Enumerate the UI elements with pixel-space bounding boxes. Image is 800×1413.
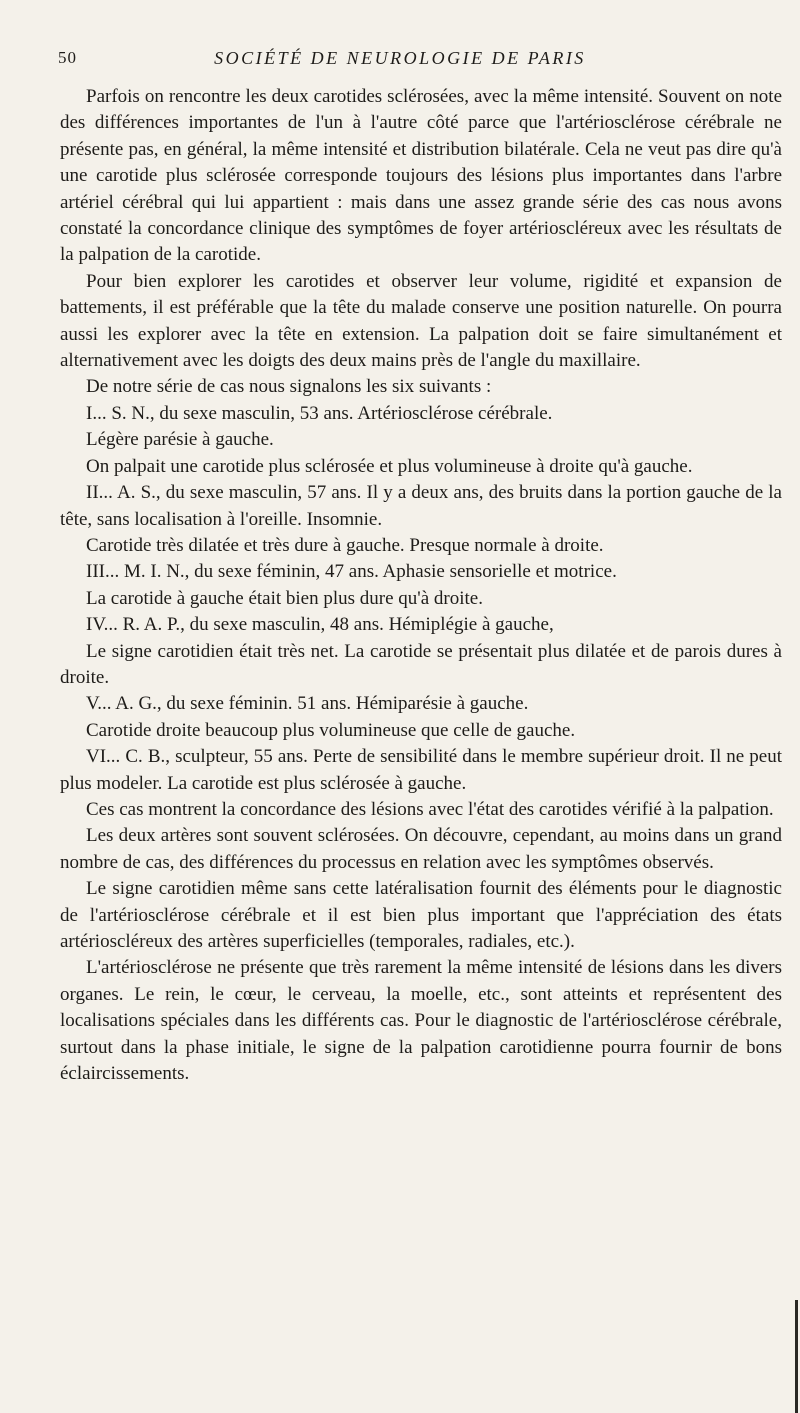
case-paragraph: I... S. N., du sexe masculin, 53 ans. Artériosclérose cérébrale.	[86, 402, 553, 424]
paragraph: L'artériosclérose ne présente que très rarement la même intensité de lésions dans les divers organes. Le rein, le cœur, le cerveau, la moelle, etc., sont atteints et représentent des localisations spéciales dans les différents cas. Pour le diagnostic de l'artériosclérose cérébrale, surtout dans la phase initiale, le signe de la palpation carotidienne pourra fournir de bons éclaircissements.	[60, 957, 782, 1085]
paragraph: Les deux artères sont souvent sclérosées. On découvre, cependant, au moins dans un grand nombre de cas, des différences du processus en relation avec les symptômes observés.	[60, 825, 782, 873]
paragraph: La carotide à gauche était bien plus dure qu'à droite.	[86, 587, 483, 609]
case-paragraph: III... M. I. N., du sexe féminin, 47 ans. Aphasie sensorielle et motrice.	[86, 561, 617, 583]
paragraph: Le signe carotidien était très net. La carotide se présentait plus dilatée et de parois dures à droite.	[60, 640, 782, 688]
paragraph: Légère parésie à gauche.	[86, 429, 274, 451]
case-paragraph: II... A. S., du sexe masculin, 57 ans. Il y a deux ans, des bruits dans la portion gauche de la tête, sans localisation à l'oreille. Insomnie.	[60, 482, 782, 530]
paragraph: Parfois on rencontre les deux carotides sclérosées, avec la même intensité. Souvent on note des différences importantes de l'un à l'autre côté parce que l'artériosclérose cérébrale ne présente pas, en général, la même intensité et distribution bilatérale. Cela ne veut pas dire qu'à une carotide plus sclérosée corresponde toujours des lésions plus importantes dans l'arbre artériel cérébral qui lui appartient : mais dans une assez grande série des cas nous avons constaté la concordance clinique des symptômes de foyer artérioscléreux avec les résultats de la palpation de la carotide.	[60, 86, 782, 266]
paragraph: Pour bien explorer les carotides et observer leur volume, rigidité et expansion de battements, il est préférable que la tête du malade conserve une position naturelle. On pourra aussi les explorer avec la tête en extension. La palpation doit se faire simultanément et alternativement avec les doigts des deux mains près de l'angle du maxillaire.	[60, 270, 782, 372]
paragraph: Carotide droite beaucoup plus volumineuse que celle de gauche.	[86, 719, 576, 741]
case-paragraph: IV... R. A. P., du sexe masculin, 48 ans. Hémiplégie à gauche,	[86, 614, 554, 636]
paragraph: De notre série de cas nous signalons les six suivants :	[86, 376, 492, 398]
case-paragraph: V... A. G., du sexe féminin. 51 ans. Hémiparésie à gauche.	[86, 693, 529, 715]
running-head: SOCIÉTÉ DE NEUROLOGIE DE PARIS	[214, 48, 586, 68]
paragraph: Ces cas montrent la concordance des lésions avec l'état des carotides vérifié à la palpation.	[86, 798, 774, 820]
body-text	[60, 84, 782, 1087]
paragraph: On palpait une carotide plus sclérosée et plus volumineuse à droite qu'à gauche.	[86, 455, 693, 477]
case-paragraph: VI... C. B., sculpteur, 55 ans. Perte de sensibilité dans le membre supérieur droit. Il ne peut plus modeler. La carotide est plus sclérosée à gauche.	[60, 746, 782, 794]
paragraph: Le signe carotidien même sans cette latéralisation fournit des éléments pour le diagnostic de l'artériosclérose cérébrale et il est bien plus important que l'appréciation des états artérioscléreux des artères superficielles (temporales, radiales, etc.).	[60, 878, 782, 952]
page-edge-shadow	[795, 1300, 798, 1413]
page-number: 50	[58, 48, 77, 67]
page-header	[0, 48, 800, 76]
paragraph: Carotide très dilatée et très dure à gauche. Presque normale à droite.	[86, 534, 604, 556]
